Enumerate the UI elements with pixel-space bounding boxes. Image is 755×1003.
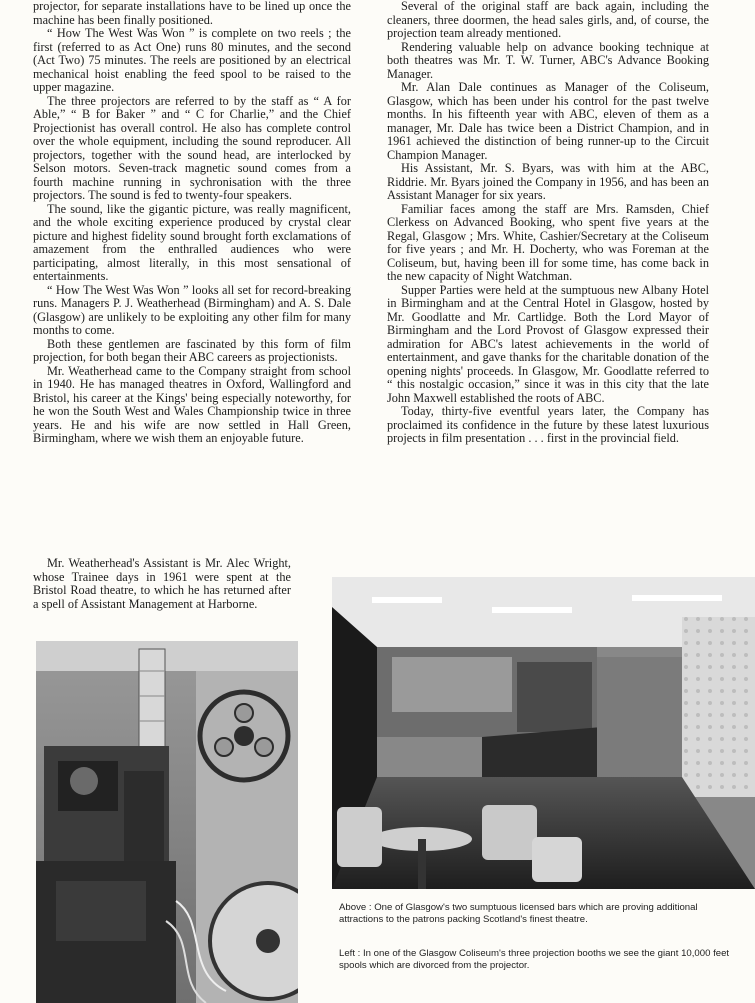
paragraph: Today, thirty-five eventful years later, the Company has proclaimed its confidence in the future by these latest luxurious projects in film presentation . . . first in the provincial field. bbox=[387, 404, 709, 445]
licensed-bar-photo bbox=[332, 577, 755, 889]
paragraph: The three projectors are referred to by the staff as “ A for Able,” “ B for Baker ” and “ C for Charlie,” and the Chief Projectionist has overall control. He also has complete control over the whole equipment, including the sound reproducer. All projectors, together with the sound head, are interlocked by Selson motors. Seven-track magnetic sound comes from a fourth machine running in sychronisation with the three projectors. The sound is fed to twenty-four speakers. bbox=[33, 93, 351, 202]
caption-left: Left : In one of the Glasgow Coliseum's three projection booths we see the giant 10,000 feet spools which are divorced from the projector. bbox=[339, 948, 730, 971]
paragraph: Familiar faces among the staff are Mrs. Ramsden, Chief Clerkess on Advanced Booking, who spent five years at the Regal, Glasgow ; Mrs. White, Cashier/Secretary at the Coliseum for five years ; and Mr. H. Docherty, who was Foreman at the Coliseum, but, having been ill for some time, has come back in the new capacity of Night Watchman. bbox=[387, 201, 709, 283]
paragraph: Mr. Alan Dale continues as Manager of the Coliseum, Glasgow, which has been under his control for the past twelve months. In his fifteenth year with ABC, eleven of them as a manager, Mr. Dale has twice been a District Champion, and in 1961 achieved the distinction of being runner-up to the Circuit Champion Manager. bbox=[387, 80, 709, 162]
paragraph: Mr. Weatherhead's Assistant is Mr. Alec Wright, whose Trainee days in 1961 were spent at the Bristol Road theatre, to which he has returned after a spell of Assistant Management at Harborne. bbox=[33, 556, 291, 611]
paragraph: projector, for separate installations have to be lined up once the machine has been finally positioned. bbox=[33, 0, 351, 27]
paragraph: His Assistant, Mr. S. Byars, was with him at the ABC, Riddrie. Mr. Byars joined the Company in 1956, and has been an Assistant Manager for six years. bbox=[387, 161, 709, 202]
paragraph: Mr. Weatherhead came to the Company straight from school in 1940. He has managed theatres in Oxford, Wallingford and Bristol, his career at the Kings' being especially noteworthy, for he won the South West and Wales Championship twice in three years. He and his wife are now settled in Hall Green, Birmingham, where we wish them an enjoyable future. bbox=[33, 363, 351, 445]
right-text-column bbox=[387, 0, 709, 446]
paragraph: Several of the original staff are back again, including the cleaners, three doormen, the head sales girls, and, of course, the projection team already mentioned. bbox=[387, 0, 709, 40]
paragraph: Rendering valuable help on advance booking technique at both theatres was Mr. T. W. Turner, ABC's Advance Booking Manager. bbox=[387, 39, 709, 81]
paragraph: “ How The West Was Won ” looks all set for record-breaking runs. Managers P. J. Weatherhead (Birmingham) and A. S. Dale (Glasgow) are unlikely to be exploiting any other film for many months to come. bbox=[33, 282, 351, 337]
paragraph: “ How The West Was Won ” is complete on two reels ; the first (referred to as Act One) runs 80 minutes, and the second (Act Two) 75 minutes. The reels are positioned by an electrical mechanical hoist enabling the feed spool to be raised to the upper magazine. bbox=[33, 26, 351, 94]
paragraph: Supper Parties were held at the sumptuous new Albany Hotel in Birmingham and at the Central Hotel in Glasgow, hosted by Mr. Goodlatte and Mr. Cartlidge. Both the Lord Mayor of Birmingham and the Lord Provost of Glasgow expressed their admiration for ABC's latest achievements in the world of entertainment, and gave thanks for the charitable donation of the opening nights' proceeds. In Glasgow, Mr. Goodlatte referred to “ this nostalgic occasion,” since it was in this city that the late John Maxwell established the roots of ABC. bbox=[387, 282, 709, 405]
projection-booth-photo bbox=[36, 641, 298, 1003]
paragraph: Both these gentlemen are fascinated by this form of film projection, for both began their ABC careers as projectionists. bbox=[33, 336, 351, 364]
left-text-column bbox=[33, 0, 351, 446]
left-text-column-bottom bbox=[33, 557, 291, 611]
caption-above: Above : One of Glasgow's two sumptuous licensed bars which are proving additional attractions to the patrons packing Scotland's finest theatre. bbox=[339, 902, 698, 925]
paragraph: The sound, like the gigantic picture, was really magnificent, and the whole exciting experience produced by crystal clear picture and highest fidelity sound brought forth exclamations of amazement from the enthralled audiences who were participating, almost literally, in this most sensational of entertainments. bbox=[33, 201, 351, 283]
